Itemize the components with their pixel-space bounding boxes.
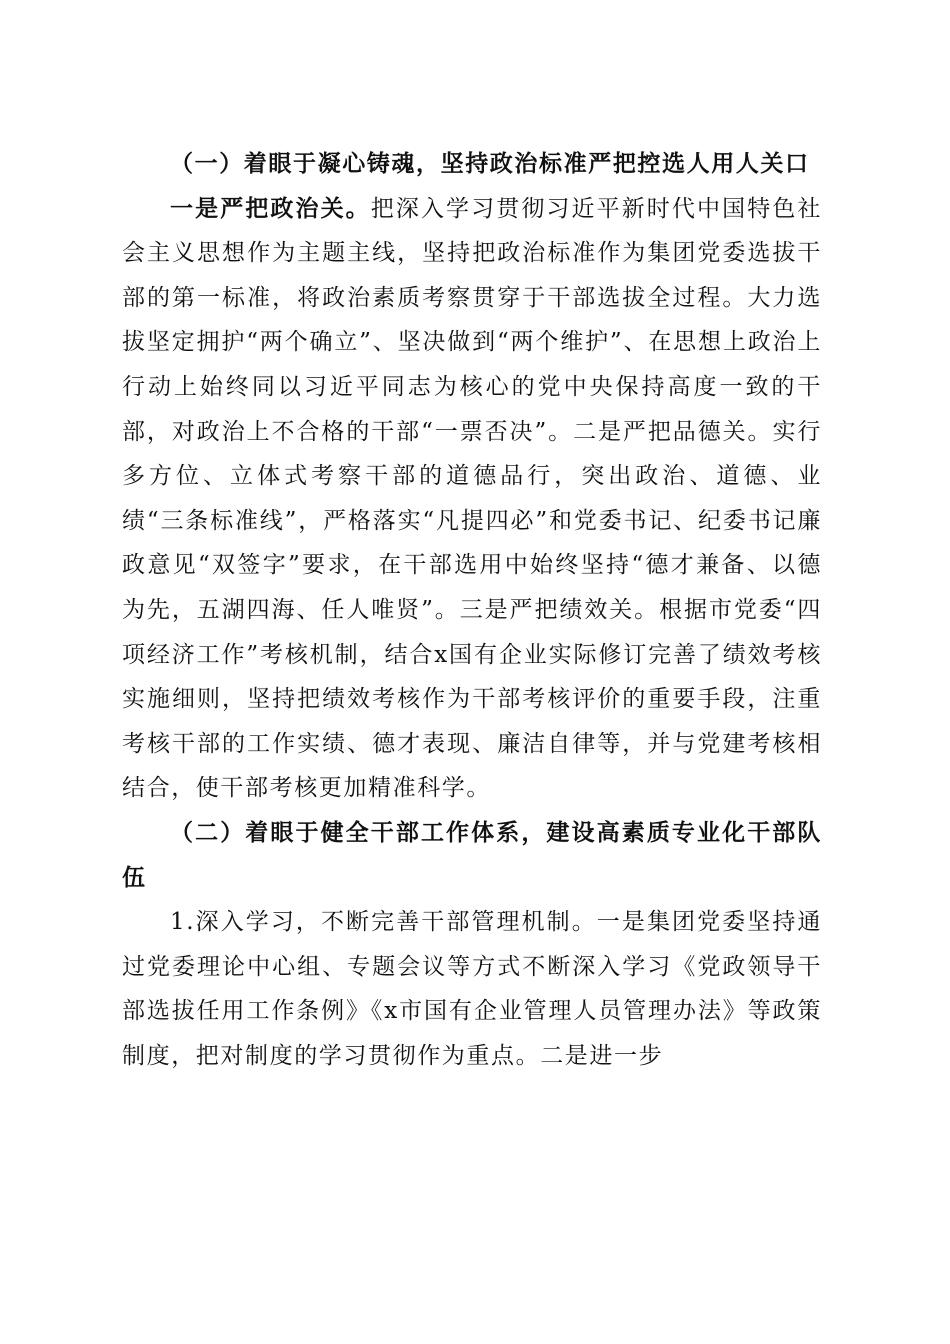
section-heading-2: （二）着眼于健全干部工作体系，建设高素质专业化干部队伍: [122, 818, 822, 891]
section-heading-1: （一）着眼于凝心铸魂，坚持政治标准严把控选人用人关口: [170, 150, 810, 177]
paragraph-political-standard: [122, 187, 822, 811]
paragraph-body-political: 把深入学习贯彻习近平新时代中国特色社会主义思想作为主题主线，坚持把政治标准作为集团党委选拔干部的第一标准，将政治素质考察贯穿于干部选拔全过程。大力选拔坚定拥护“两个确立”、坚决做到“两个维护”、在思想上政治上行动上始终同以习近平同志为核心的党中央保持高度一致的干部，对政治上不合格的干部“一票否决”。二是严把品德关。实行多方位、立体式考察干部的道德品行，突出政治、道德、业绩“三条标准线”，严格落实“凡提四必”和党委书记、纪委书记廉政意见“双签字”要求，在干部选用中始终坚持“德才兼备、以德为先，五湖四海、任人唯贤”。三是严把绩效关。根据市党委“四项经济工作”考核机制，结合x国有企业实际修订完善了绩效考核实施细则，坚持把绩效考核作为干部考核评价的重要手段，注重考核干部的工作实绩、德才表现、廉洁自律等，并与党建考核相结合，使干部考核更加精准科学。: [122, 195, 822, 802]
paragraph-lead-political: 一是严把政治关。: [170, 194, 371, 222]
paragraph-management-mechanism: 1.深入学习，不断完善干部管理机制。一是集团党委坚持通过党委理论中心组、专题会议等方式不断深入学习《党政领导干部选拔任用工作条例》《x市国有企业管理人员管理办法》等政策制度，把对制度的学习贯彻作为重点。二是进一步: [122, 909, 822, 1069]
document-body: [122, 142, 822, 1078]
